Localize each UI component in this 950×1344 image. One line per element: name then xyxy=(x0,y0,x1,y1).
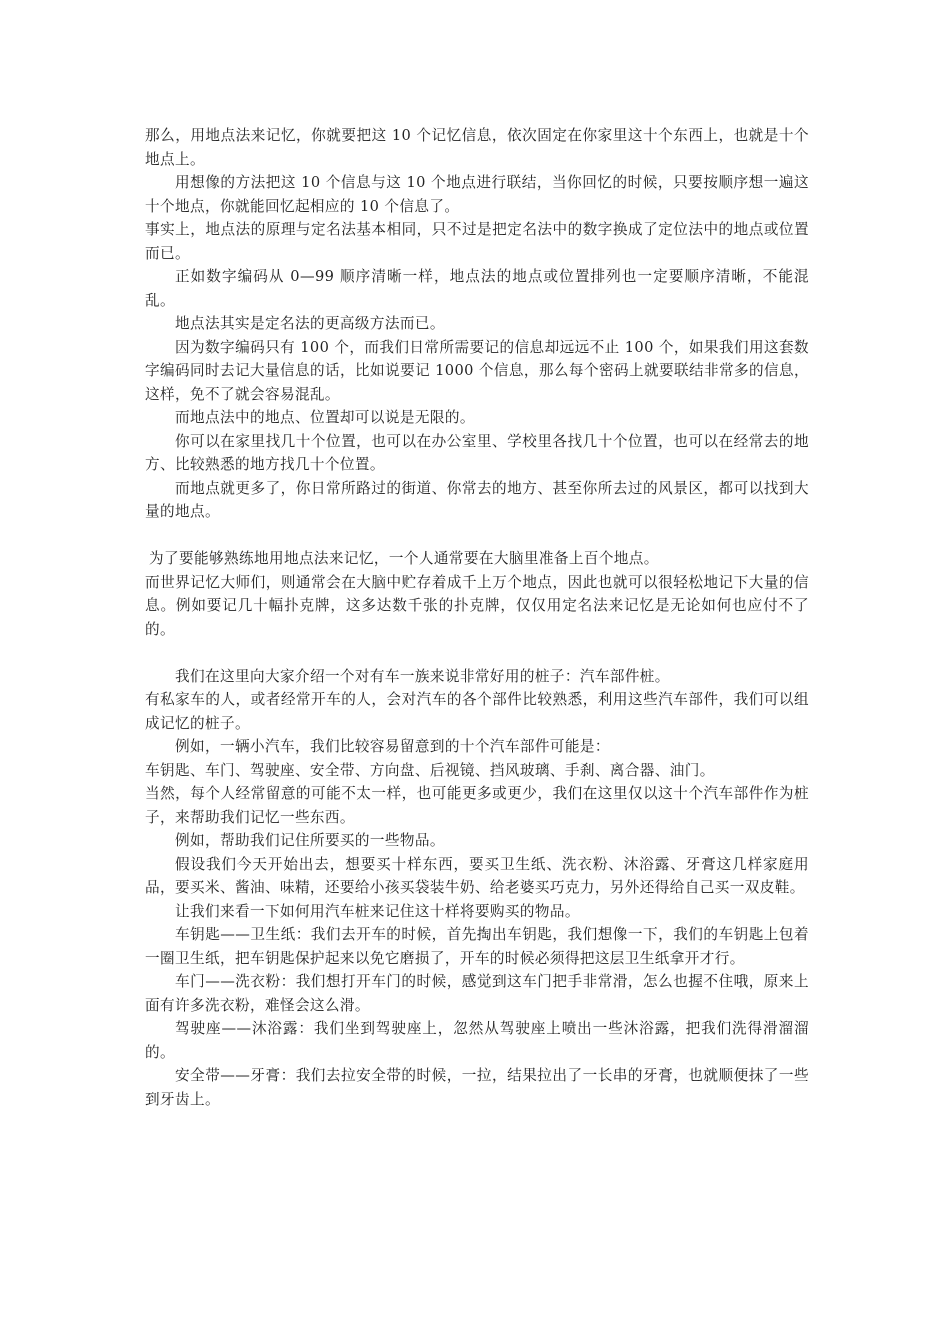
paragraph: 事实上，地点法的原理与定名法基本相同，只不过是把定名法中的数字换成了定位法中的地点或位置而已。 xyxy=(145,221,809,262)
paragraph: 因为数字编码只有 100 个，而我们日常所需要记的信息却远远不止 100 个，如果我们用这套数字编码同时去记大量信息的话，比如说要记 1000 个信息，那么每个密码上就要联结非常多的信息，这样，免不了就会容易混乱。 xyxy=(145,338,809,403)
paragraph: 而世界记忆大师们，则通常会在大脑中贮存着成千上万个地点，因此也就可以很轻松地记下大量的信息。例如要记几十幅扑克牌，这多达数千张的扑克牌，仅仅用定名法来记忆是无论如何也应付不了的。 xyxy=(145,573,809,638)
paragraph: 让我们来看一下如何用汽车桩来记住这十样将要购买的物品。 xyxy=(175,902,580,920)
paragraph: 正如数字编码从 0—99 顺序清晰一样，地点法的地点或位置排列也一定要顺序清晰，不能混乱。 xyxy=(145,268,809,309)
paragraph: 例如，一辆小汽车，我们比较容易留意到的十个汽车部件可能是： xyxy=(175,738,610,755)
blank-line xyxy=(145,641,809,665)
paragraph: 车钥匙——卫生纸：我们去开车的时候，首先掏出车钥匙，我们想像一下，我们的车钥匙上包着一圈卫生纸，把车钥匙保护起来以免它磨损了，开车的时候必须得把这层卫生纸拿开才行。 xyxy=(145,926,809,967)
paragraph: 地点法其实是定名法的更高级方法而已。 xyxy=(175,315,445,332)
paragraph: 驾驶座——沐浴露：我们坐到驾驶座上，忽然从驾驶座上喷出一些沐浴露，把我们洗得滑溜溜的。 xyxy=(145,1020,809,1061)
paragraph: 例如，帮助我们记住所要买的一些物品。 xyxy=(175,832,445,849)
paragraph: 而地点就更多了，你日常所路过的街道、你常去的地方、甚至你所去过的风景区，都可以找到大量的地点。 xyxy=(145,479,809,520)
paragraph: 那么，用地点法来记忆，你就要把这 10 个记忆信息，依次固定在你家里这十个东西上，也就是十个地点上。 xyxy=(145,127,809,168)
paragraph: 有私家车的人，或者经常开车的人，会对汽车的各个部件比较熟悉，利用这些汽车部件，我们可以组成记忆的桩子。 xyxy=(145,691,809,732)
blank-line xyxy=(145,524,809,548)
paragraph: 为了要能够熟练地用地点法来记忆，一个人通常要在大脑里准备上百个地点。 xyxy=(149,550,659,567)
paragraph: 假设我们今天开始出去，想要买十样东西，要买卫生纸、洗衣粉、沐浴露、牙膏这几样家庭用品，要买米、酱油、味精，还要给小孩买袋装牛奶、给老婆买巧克力，另外还得给自己买一双皮鞋。 xyxy=(145,855,809,896)
document-body xyxy=(145,124,809,1111)
paragraph: 当然，每个人经常留意的可能不太一样，也可能更多或更少，我们在这里仅以这十个汽车部件作为桩子，来帮助我们记忆一些东西。 xyxy=(145,785,809,826)
paragraph: 车钥匙、车门、驾驶座、安全带、方向盘、后视镜、挡风玻璃、手刹、离合器、油门。 xyxy=(145,761,715,779)
paragraph: 安全带——牙膏：我们去拉安全带的时候，一拉，结果拉出了一长串的牙膏，也就顺便抹了一些到牙齿上。 xyxy=(145,1067,809,1108)
paragraph: 你可以在家里找几十个位置，也可以在办公室里、学校里各找几十个位置，也可以在经常去的地方、比较熟悉的地方找几十个位置。 xyxy=(145,432,809,473)
paragraph: 用想像的方法把这 10 个信息与这 10 个地点进行联结，当你回忆的时候，只要按顺序想一遍这十个地点，你就能回忆起相应的 10 个信息了。 xyxy=(145,174,809,215)
paragraph: 而地点法中的地点、位置却可以说是无限的。 xyxy=(175,409,475,426)
paragraph: 我们在这里向大家介绍一个对有车一族来说非常好用的桩子：汽车部件桩。 xyxy=(175,667,670,685)
paragraph: 车门——洗衣粉：我们想打开车门的时候，感觉到这车门把手非常滑，怎么也握不住哦，原来上面有许多洗衣粉，难怪会这么滑。 xyxy=(145,973,809,1014)
